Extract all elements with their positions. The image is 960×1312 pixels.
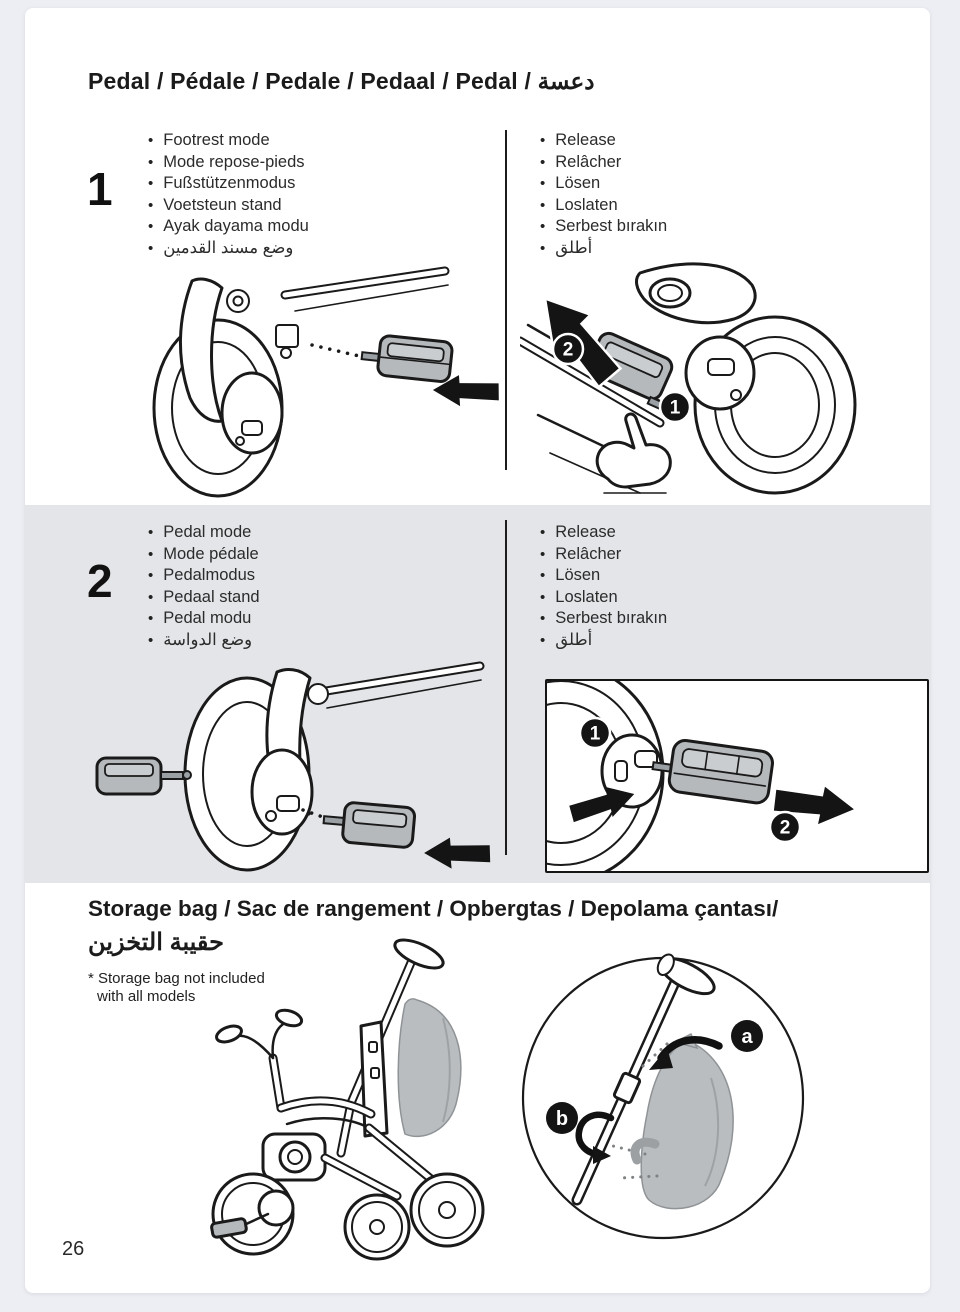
pedal-socket — [276, 325, 298, 347]
list-item: • Serbest bırakın — [540, 216, 667, 238]
handlebar-grip-left — [214, 1023, 243, 1045]
right-pedal — [322, 800, 415, 848]
footrest-release-illustration — [520, 255, 940, 505]
list-item: • Relâcher — [540, 544, 667, 566]
label-a-text: a — [741, 1026, 753, 1048]
list-item: • Mode pédale — [148, 544, 260, 566]
release-button — [266, 811, 276, 821]
list-item: • Ayak dayama modu — [148, 216, 309, 238]
step-2-number: 2 — [87, 555, 113, 607]
storage-title-line1: Storage bag / Sac de rangement / Opbergtas / Depolama çantası/ — [88, 896, 779, 921]
step-1-number: 1 — [87, 163, 113, 215]
list-item: • Loslaten — [540, 587, 667, 609]
handlebar-grip-right — [274, 1007, 303, 1028]
list-item: • Release — [540, 522, 667, 544]
pedal-release-illustration — [547, 681, 927, 871]
storage-bag — [398, 999, 461, 1137]
list-item: • Pedalmodus — [148, 565, 260, 587]
hub-cover — [252, 750, 312, 834]
list-item: • Release — [540, 130, 667, 152]
step-badge-1-label: 1 — [589, 723, 601, 745]
list-item: • Footrest mode — [148, 130, 309, 152]
step-badge-1-label: 1 — [669, 397, 681, 419]
pedal-insert-illustration — [75, 650, 505, 880]
footrest-insert-illustration — [80, 263, 500, 503]
hub-cover — [222, 373, 282, 453]
column-divider — [505, 130, 507, 470]
release-list-2 — [540, 522, 667, 651]
release-list-1 — [540, 130, 667, 259]
list-item: • Fußstützenmodus — [148, 173, 309, 195]
list-item: • Pedal mode — [148, 522, 260, 544]
pedal — [360, 333, 453, 382]
list-item: • Serbest bırakın — [540, 608, 667, 630]
manual-page — [25, 8, 930, 1293]
list-item: • وضع مسند القدمين — [148, 238, 309, 260]
list-item: • Pedaal stand — [148, 587, 260, 609]
pedal-mode-list — [148, 522, 260, 651]
list-item: • Loslaten — [540, 195, 667, 217]
storage-title-line2: حقيبة التخزين — [88, 929, 224, 956]
list-item: • Pedal modu — [148, 608, 260, 630]
left-pedal — [97, 758, 191, 794]
list-item: • Lösen — [540, 565, 667, 587]
list-item: • Relâcher — [540, 152, 667, 174]
arrow-left-icon — [423, 834, 491, 871]
list-item: • Voetsteun stand — [148, 195, 309, 217]
release-button — [615, 761, 627, 781]
label-b-text: b — [555, 1108, 569, 1130]
pedal — [650, 736, 774, 804]
footrest-mode-list — [148, 130, 309, 259]
list-item: • Lösen — [540, 173, 667, 195]
page-number: 26 — [62, 1238, 85, 1260]
list-item: • وضع الدواسة — [148, 630, 260, 652]
step-badge-2-label: 2 — [562, 339, 574, 361]
list-item: • Mode repose-pieds — [148, 152, 309, 174]
bag-attachment-detail — [515, 948, 810, 1248]
step-badge-2-label: 2 — [779, 817, 791, 839]
list-item: • أطلق — [540, 630, 667, 652]
storage-note-line1: * Storage bag not included — [88, 970, 265, 987]
push-handle-grip — [391, 938, 447, 974]
storage-note-line2: with all models — [97, 988, 196, 1005]
page-title: Pedal / Pédale / Pedale / Pedaal / Pedal / دعسة — [88, 68, 595, 94]
pedal-release-frame — [545, 679, 929, 873]
list-item: • أطلق — [540, 238, 667, 260]
column-divider — [505, 520, 507, 855]
tricycle-illustration — [155, 938, 515, 1263]
